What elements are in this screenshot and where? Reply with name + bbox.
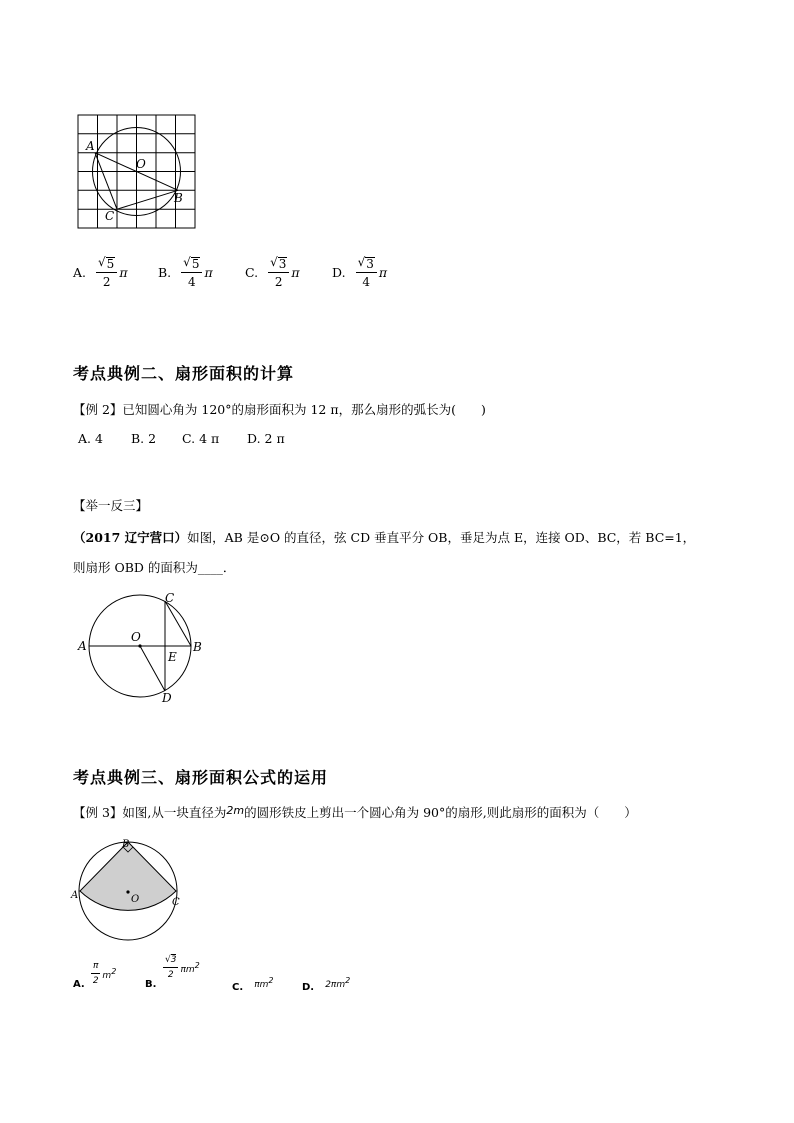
problem-source: （2017 辽宁营口） <box>73 530 188 545</box>
example3-text-b: 的圆形铁皮上剪出一个圆心角为 90°的扇形,则此扇形的面积为（ ） <box>244 805 637 820</box>
label-A: A <box>78 639 87 653</box>
label-O: O <box>131 894 140 905</box>
label-A: A <box>86 139 95 153</box>
problem-text: 如图，AB 是⊙O 的直径，弦 CD 垂直平分 OB，垂足为点 E，连接 OD、BC，若 BC=1， <box>187 530 696 545</box>
example3-math: 2m <box>226 804 245 817</box>
apply-problem-line2: 则扇形 OBD 的面积为____． <box>73 560 236 575</box>
example2-option-a: A. 4 <box>78 431 103 446</box>
example2-text: 【例 2】已知圆心角为 120°的扇形面积为 12 π，那么扇形的弧长为( ) <box>73 402 486 417</box>
option-pi: π <box>378 264 388 280</box>
option-letter: C. <box>232 982 244 993</box>
circle-sector-figure <box>70 833 190 945</box>
option-letter: B. <box>158 264 172 280</box>
option-expression: $\frac{\pi}{2}$ m2 <box>92 961 117 986</box>
option-num: 3 <box>366 257 374 271</box>
option-den: 4 <box>188 275 196 289</box>
apply-problem-line1 <box>73 528 695 546</box>
label-E: E <box>168 650 177 664</box>
option-expression: πm2 <box>254 976 274 990</box>
option-letter: D. <box>302 982 315 993</box>
option-expression: $\frac{√3}{2}$ πm2 <box>165 955 200 980</box>
label-B: B <box>174 191 183 205</box>
q1-option-d: D. √ 3 4 π <box>332 255 388 289</box>
option-num: 5 <box>191 257 200 271</box>
q1-option-b: B. √ 5 4 π <box>158 255 213 289</box>
example3-text <box>73 803 637 821</box>
grid-circle-figure <box>70 110 200 235</box>
q3-option-d <box>302 975 350 994</box>
example2-option-c: C. 4 π <box>182 431 220 446</box>
option-expression: 2πm2 <box>325 976 351 990</box>
label-C: C <box>172 897 180 908</box>
option-den: 2 <box>102 275 111 289</box>
q3-option-c <box>232 975 274 994</box>
example2-option-d: D. 2 π <box>247 431 285 446</box>
label-O: O <box>136 157 146 171</box>
label-A: A <box>71 890 79 901</box>
option-pi: π <box>204 264 213 280</box>
option-den: 2 <box>274 275 283 289</box>
option-den: 4 <box>362 275 371 289</box>
label-D: D <box>162 691 172 705</box>
label-C: C <box>105 209 115 223</box>
option-letter: C. <box>245 264 259 280</box>
q1-option-a: A. √ 5 2 π <box>73 255 128 289</box>
option-num: 3 <box>278 257 287 271</box>
q1-option-c: C. √ 3 2 π <box>245 255 300 289</box>
section3-title: 考点典例三、扇形面积公式的运用 <box>73 768 329 787</box>
example2-option-b: B. 2 <box>131 431 157 446</box>
example3-text-a: 【例 3】如图,从一块直径为 <box>73 805 227 820</box>
section2-title: 考点典例二、扇形面积的计算 <box>73 364 295 383</box>
label-O: O <box>131 630 141 644</box>
option-pi: π <box>291 264 300 280</box>
option-letter: A. <box>73 264 87 280</box>
apply-title: 【举一反三】 <box>73 498 149 513</box>
label-B: B <box>122 839 130 850</box>
option-num: 5 <box>106 257 115 271</box>
option-letter: A. <box>73 979 85 990</box>
label-B: B <box>193 640 202 654</box>
option-letter: D. <box>332 264 346 280</box>
option-letter: B. <box>145 979 157 990</box>
circle-chord-figure <box>76 588 210 706</box>
option-pi: π <box>119 264 128 280</box>
label-C: C <box>165 591 175 605</box>
